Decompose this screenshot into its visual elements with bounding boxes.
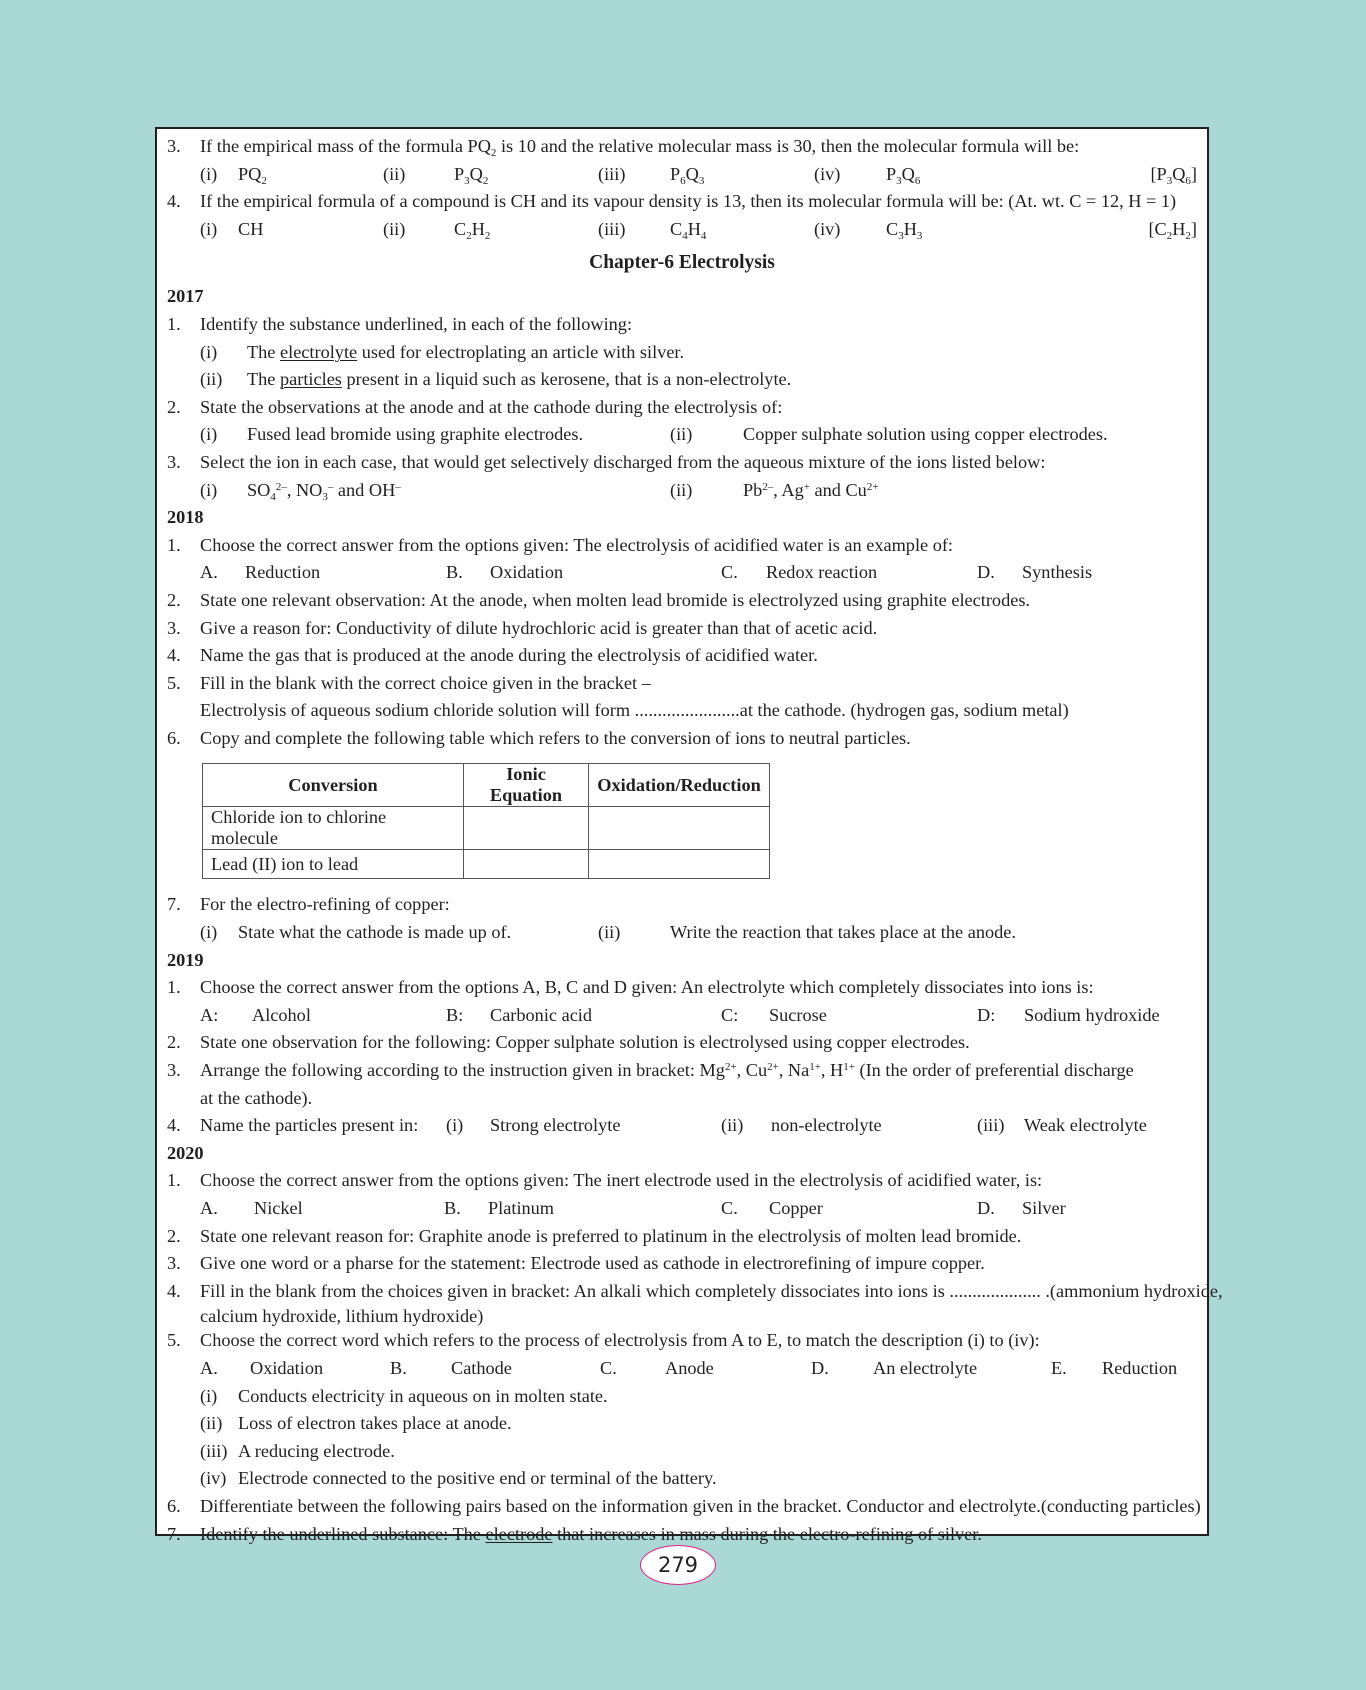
sub-label: (ii) [670, 479, 693, 500]
option-label: (i) [200, 163, 218, 184]
year-heading: 2017 [167, 286, 204, 307]
question-text: Give one word or a pharse for the statement: Electrode used as cathode in electrorefining of impure copper. [200, 1253, 985, 1274]
question-text: Select the ion in each case, that would get selectively discharged from the aqueous mixture of the ions listed below: [200, 451, 1046, 472]
question-number: 3. [167, 136, 181, 156]
question-text: Identify the underlined substance: The electrode that increases in mass during the electro-refining of silver. [200, 1523, 982, 1544]
question-number: 2. [167, 396, 181, 417]
option-label: A. [200, 562, 218, 583]
option-label: (iii) [598, 163, 626, 184]
subscript: 6 [680, 174, 686, 187]
option-value: $P_3Q_2$ [454, 163, 489, 187]
question-text: Arrange the following according to the instruction given in bracket: $Mg^{2+}$, $Cu^{2+}$, $Na^{1+}$, $H^{1+}$ (In the order of preferential discharge [200, 1060, 1134, 1081]
subscript: 3 [322, 490, 328, 503]
option-value: Carbonic acid [490, 1004, 593, 1025]
question-number: 5. [167, 1330, 181, 1351]
subscript: 6 [914, 174, 921, 187]
table-row [203, 807, 770, 850]
question-number: 5. [167, 672, 181, 693]
option-value: $PQ_2$ [238, 163, 267, 187]
question-5 [157, 1327, 1207, 1355]
option-label: D: [977, 1004, 996, 1025]
subscript: 3 [464, 174, 470, 187]
sub-label: (i) [200, 341, 218, 362]
option-value: Redox reaction [766, 562, 878, 583]
chapter-title: Chapter-6 Electrolysis [589, 252, 775, 274]
question-7 [157, 891, 1207, 919]
question-3 [157, 615, 1207, 643]
option-value: Copper [769, 1198, 823, 1218]
superscript: 2+ [724, 1061, 737, 1073]
superscript: – [327, 480, 334, 493]
sub-text: $SO_4^{2-}$, $NO_3^-$ and OH– [247, 479, 401, 503]
subscript: 2 [261, 174, 267, 187]
sub-text: A reducing electrode. [238, 1440, 395, 1461]
sub-text: Fused lead bromide using graphite electrodes. [247, 424, 584, 445]
subscript: 3 [916, 229, 923, 242]
superscript: 1+ [809, 1061, 821, 1073]
question-text-continued: Electrolysis of aqueous sodium chloride solution will form .......................at the cathode. (hydrogen gas, sodium metal) [200, 700, 1069, 721]
sub-label: (i) [200, 424, 218, 445]
option-label: (iv) [814, 163, 841, 184]
question-text: Give a reason for: Conductivity of dilute hydrochloric acid is greater than that of acetic acid. [200, 617, 878, 638]
option-label: B. [390, 1357, 407, 1378]
option-label: (iv) [814, 218, 841, 239]
question-text: Fill in the blank from the choices given in bracket: An alkali which completely dissociates into ions is .................... .(ammonium hydroxide, [200, 1280, 1223, 1301]
options-row [157, 1355, 1207, 1383]
question-text: State the observations at the anode and at the cathode during the electrolysis of: [200, 396, 783, 417]
question-5 [157, 670, 1207, 698]
subscript: 2 [466, 229, 472, 242]
question-2 [157, 1223, 1207, 1251]
column-header: Oxidation/Reduction [589, 764, 770, 807]
table-cell [589, 807, 770, 850]
question-text: If the empirical mass of the formula $PQ_2$ is 10 and the relative molecular mass is 30, then the molecular formula will be: [200, 136, 1080, 159]
question-number: 4. [167, 1115, 181, 1136]
option-value: Silver [1022, 1198, 1066, 1218]
question-text-continued: at the cathode). [200, 1087, 313, 1108]
question-number: 6. [167, 727, 181, 748]
question-4 [157, 642, 1207, 670]
question-text: Fill in the blank with the correct choice given in the bracket – [200, 672, 651, 693]
answer: $[P_3Q_6]$ [1150, 163, 1197, 187]
subscript: 3 [896, 174, 902, 187]
option-label: D. [811, 1357, 829, 1378]
question-number: 4. [167, 645, 181, 666]
option-label: D. [977, 1198, 995, 1218]
sub-label: (ii) [670, 424, 693, 445]
superscript: – [395, 480, 401, 493]
question-text: For the electro-refining of copper: [200, 894, 450, 915]
sub-label: (ii) [200, 369, 223, 390]
question-1 [157, 532, 1207, 560]
question-1 [157, 311, 1207, 339]
option-label: C. [721, 1198, 738, 1218]
sub-label: (ii) [200, 1413, 223, 1434]
question-6 [157, 1493, 1207, 1521]
option-label: C. [721, 562, 738, 583]
option-value: $C_3H_3$ [886, 218, 923, 242]
underlined-term: electrolyte [280, 341, 358, 362]
option-value: Synthesis [1022, 562, 1093, 583]
option-label: (iii) [598, 218, 626, 239]
subscript: 2 [484, 229, 491, 242]
answer: $[C_2H_2]$ [1148, 218, 1197, 242]
sub-text: $Pb^{2-}$, Ag+ and $Cu^{2+}$ [743, 479, 879, 500]
column-header: Conversion [203, 764, 464, 807]
sub-label: (i) [200, 922, 218, 943]
option-label: (i) [200, 218, 218, 239]
superscript: 2– [275, 480, 287, 493]
table-header-row [203, 764, 770, 807]
question-6 [157, 725, 1207, 753]
sub-text: Electrode connected to the positive end or terminal of the battery. [238, 1468, 717, 1489]
option-label: A: [200, 1004, 219, 1025]
table-cell [464, 850, 589, 879]
superscript: 2– [762, 480, 774, 493]
question-page [155, 127, 1223, 1544]
conversion-table [202, 763, 770, 879]
option-value: $P_3Q_6$ [886, 163, 921, 187]
sub-label: (iv) [200, 1468, 227, 1489]
subscript: 3 [898, 229, 904, 242]
option-value: Reduction [245, 562, 321, 583]
option-value: An electrolyte [873, 1357, 978, 1378]
question-text: Copy and complete the following table which refers to the conversion of ions to neutral particles. [200, 727, 911, 748]
question-3 [157, 133, 1207, 161]
question-text: State one relevant observation: At the anode, when molten lead bromide is electrolyzed using graphite electrodes. [200, 589, 1031, 610]
sub-text: The particles present in a liquid such as kerosene, that is a non-electrolyte. [247, 369, 792, 390]
question-number: 2. [167, 1225, 181, 1246]
option-value: non-electrolyte [771, 1115, 882, 1136]
option-value: Sucrose [769, 1004, 827, 1025]
option-label: (iii) [977, 1115, 1005, 1136]
option-label: C: [721, 1004, 739, 1025]
question-text: Name the gas that is produced at the anode during the electrolysis of acidified water. [200, 645, 818, 666]
question-4 [157, 1112, 1207, 1140]
question-number: 7. [167, 894, 181, 915]
question-text: State one relevant reason for: Graphite anode is preferred to platinum in the electrolysis of molten lead bromide. [200, 1225, 1022, 1246]
option-label: A. [200, 1198, 218, 1218]
options-row [157, 1195, 1207, 1223]
question-text: State one observation for the following: Copper sulphate solution is electrolysed using copper electrodes. [200, 1032, 970, 1053]
question-text: Choose the correct answer from the options given: The inert electrode used in the electrolysis of acidified water, is: [200, 1170, 1043, 1191]
question-number: 3. [167, 617, 181, 638]
superscript: + [803, 480, 810, 493]
options-row [157, 216, 1207, 244]
subscript: 2 [1185, 229, 1191, 242]
subscript: 2 [482, 174, 489, 187]
table-cell: Lead (II) ion to lead [203, 850, 464, 879]
superscript: 2+ [866, 480, 879, 493]
option-value: Platinum [488, 1198, 555, 1218]
subscript: 4 [682, 229, 688, 242]
question-number: 2. [167, 589, 181, 610]
question-text: Choose the correct answer from the options A, B, C and D given: An electrolyte which completely dissociates into ions is: [200, 977, 1094, 998]
options-row [157, 161, 1207, 189]
column-header: Ionic Equation [464, 764, 589, 807]
underlined-term: particles [280, 369, 342, 390]
option-value: Oxidation [490, 562, 564, 583]
year-heading: 2018 [167, 507, 204, 528]
question-number: 2. [167, 1032, 181, 1053]
sub-text: Write the reaction that takes place at the anode. [670, 922, 1016, 943]
question-number: 1. [167, 313, 181, 334]
subscript: 3 [1166, 174, 1173, 187]
option-value: Nickel [254, 1198, 303, 1218]
subscript: 4 [270, 490, 276, 503]
sub-text: Loss of electron takes place at anode. [238, 1413, 512, 1434]
option-value: Reduction [1102, 1357, 1178, 1378]
question-3 [157, 1250, 1207, 1278]
option-label: B. [444, 1198, 461, 1218]
question-number: 3. [167, 1253, 181, 1274]
subscript: 3 [698, 174, 705, 187]
question-number: 7. [167, 1523, 181, 1544]
sub-text: The electrolyte used for electroplating an article with silver. [247, 341, 685, 362]
option-label: (ii) [383, 163, 406, 184]
question-number: 1. [167, 977, 181, 998]
subscript: 2 [1166, 229, 1173, 242]
sub-text: Copper sulphate solution using copper electrodes. [743, 424, 1108, 445]
sub-text: State what the cathode is made up of. [238, 922, 512, 943]
option-label: D. [977, 562, 995, 583]
table-cell [464, 807, 589, 850]
option-value: Oxidation [250, 1357, 324, 1378]
option-value: Sodium hydroxide [1024, 1004, 1160, 1025]
subscript: 4 [700, 229, 707, 242]
option-value: $C_2H_2$ [454, 218, 491, 242]
option-label: A. [200, 1357, 218, 1378]
options-row [157, 1002, 1207, 1030]
question-3 [157, 1057, 1207, 1085]
year-heading: 2019 [167, 949, 204, 970]
question-text-continued: calcium hydroxide, lithium hydroxide) [200, 1306, 484, 1327]
question-3 [157, 449, 1207, 477]
question-text: If the empirical formula of a compound is CH and its vapour density is 13, then its molecular formula will be: (At. wt. C = 12, H = 1) [200, 191, 1177, 212]
question-number: 6. [167, 1495, 181, 1516]
sub-label: (i) [200, 1385, 218, 1406]
option-label: (i) [446, 1115, 464, 1136]
option-value: Weak electrolyte [1024, 1115, 1147, 1136]
option-label: B. [446, 562, 463, 583]
sub-label: (iii) [200, 1440, 228, 1461]
question-text: Choose the correct answer from the options given: The electrolysis of acidified water is an example of: [200, 534, 954, 555]
question-text: Differentiate between the following pairs based on the information given in the bracket. Conductor and electrolyte.(conducting particles) [200, 1495, 1201, 1516]
sub-text: Conducts electricity in aqueous on in molten state. [238, 1385, 608, 1406]
underlined-term: electrode [485, 1523, 553, 1544]
option-value: Strong electrolyte [490, 1115, 621, 1136]
question-2 [157, 1029, 1207, 1057]
question-number: 3. [167, 1060, 181, 1081]
subscript: 2 [490, 146, 497, 159]
question-2 [157, 587, 1207, 615]
option-label: (ii) [721, 1115, 744, 1136]
options-row [157, 559, 1207, 587]
superscript: 2+ [767, 1061, 779, 1073]
question-text: Identify the substance underlined, in each of the following: [200, 313, 633, 334]
question-number: 1. [167, 1170, 181, 1191]
option-value: Anode [665, 1357, 714, 1378]
page-number: 279 [640, 1545, 716, 1585]
question-4 [157, 188, 1207, 216]
question-1 [157, 974, 1207, 1002]
question-text: Choose the correct word which refers to the process of electrolysis from A to E, to match the description (i) to (iv): [200, 1330, 1040, 1351]
table-cell [589, 850, 770, 879]
option-label: E. [1051, 1357, 1067, 1378]
question-number: 1. [167, 534, 181, 555]
question-4 [157, 1278, 1223, 1306]
subscript: 6 [1185, 174, 1191, 187]
question-2 [157, 394, 1207, 422]
sub-label: (ii) [598, 922, 621, 943]
option-value: $C_4H_4$ [670, 218, 707, 242]
option-label: C. [600, 1357, 617, 1378]
question-text: Name the particles present in: [200, 1115, 419, 1136]
year-heading: 2020 [167, 1142, 204, 1163]
superscript: 1+ [843, 1061, 855, 1073]
option-label: B: [446, 1004, 464, 1025]
option-value: CH [238, 218, 264, 239]
question-number: 4. [167, 191, 181, 212]
option-label: (ii) [383, 218, 406, 239]
question-7 [157, 1521, 1207, 1549]
option-value: Cathode [451, 1357, 512, 1378]
sub-label: (i) [200, 479, 218, 500]
table-row [203, 850, 770, 879]
question-number: 4. [167, 1280, 181, 1301]
option-value: Alcohol [252, 1004, 311, 1025]
question-number: 3. [167, 451, 181, 472]
option-value: $P_6Q_3$ [670, 163, 705, 187]
table-cell: Chloride ion to chlorine molecule [203, 807, 464, 850]
question-1 [157, 1167, 1207, 1195]
